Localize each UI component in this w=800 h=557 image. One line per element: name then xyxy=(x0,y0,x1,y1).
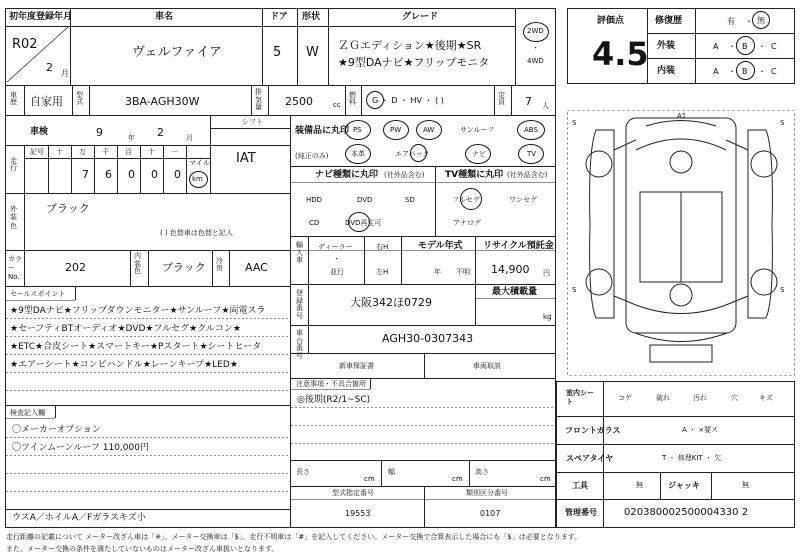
recycle-value: 14,900 xyxy=(491,263,530,276)
digit-header-100k: 十 xyxy=(56,148,63,156)
digit-header-1: 一 xyxy=(171,148,178,156)
inspector-line-1: 〇メーカーオプション xyxy=(12,425,101,435)
car-name-label: 車名 xyxy=(155,12,174,22)
equipment-note: (純正のみ) xyxy=(295,152,329,160)
registration-month: 2 xyxy=(46,61,53,74)
inspection-label: 車検 xyxy=(30,127,49,137)
equip-navi: ナビ xyxy=(472,150,486,158)
repaint-note: ( ) 色替車は色替と記入 xyxy=(160,229,233,237)
digit-header-100: 百 xyxy=(125,148,132,156)
import-label: 輸入車 xyxy=(296,241,303,265)
mile-label: マイル xyxy=(189,159,210,167)
displacement-label: 排気量 xyxy=(255,88,262,112)
shift-label: シフト xyxy=(242,118,263,126)
capacity-value: 7 xyxy=(525,95,532,108)
model-year-label: モデル年式 xyxy=(418,241,463,251)
max-load-label: 最大積載量 xyxy=(492,287,538,297)
tv-fullseg: フルセグ xyxy=(452,196,480,204)
inspection-year-unit: 年 xyxy=(128,134,135,142)
import-parallel: 並行 xyxy=(330,268,344,276)
inspector-footer: ウスA／ホイルA／Fガラスキズ小 xyxy=(12,513,146,523)
seat-hole: 穴 xyxy=(731,394,738,402)
chassis-number: AGH30-0307343 xyxy=(382,332,474,345)
exterior-grade-b: B xyxy=(742,42,748,51)
jack-value: 無 xyxy=(742,481,749,489)
model-code: 3BA-AGH30W xyxy=(125,95,200,108)
grade-line-2: ★9型DAナビ★フリップモニタ xyxy=(338,56,490,69)
windshield-label: フロントガラス xyxy=(565,426,621,435)
seat-scratch: キズ xyxy=(759,394,773,402)
equipment-label: 装備品に丸印 xyxy=(295,126,350,136)
width-unit: cm xyxy=(452,475,463,483)
equip-aw: AW xyxy=(423,126,435,134)
diagram-s-mark-3: S xyxy=(572,286,577,294)
color-code: 202 xyxy=(65,261,86,274)
recycle-unit: 円 xyxy=(543,269,550,277)
repair-yes: 有 xyxy=(727,17,735,26)
drive-4wd: 4WD xyxy=(527,57,544,65)
inspection-year: 9 xyxy=(96,126,103,139)
digit-header-10: 十 xyxy=(148,148,155,156)
windshield-value: A ・ ×要ス xyxy=(682,426,719,434)
recycle-label: リサイクル預託金 xyxy=(483,241,554,251)
navi-dvd: DVD xyxy=(357,196,373,204)
registration-month-unit: 月 xyxy=(61,69,69,78)
fuel-label: 燃料 xyxy=(349,91,356,106)
seat-tear: 破れ xyxy=(656,394,670,402)
tv-analog: アナログ xyxy=(453,219,481,227)
navi-hdd: HDD xyxy=(306,196,323,204)
tv-type-label: TV種類に丸印 xyxy=(445,170,504,180)
inspection-month-unit: 月 xyxy=(186,134,193,142)
usage-label: 車歴 xyxy=(10,91,17,106)
sales-point-line-2: ★セーフティBTオーディオ★DVD★フルセグ★クルコン★ xyxy=(10,324,241,334)
capacity-label: 定員 xyxy=(498,91,505,106)
mileage-digit-1: 7 xyxy=(82,168,89,181)
equip-ps: PS xyxy=(353,126,362,134)
spare-tire-value: T ・ 修理KIT ・ 欠 xyxy=(662,454,722,462)
class-number: 0107 xyxy=(480,509,501,518)
diagram-s-mark-4: S xyxy=(780,286,785,294)
tools-value: 無 xyxy=(636,481,643,489)
tv-type-note: (社外品含む) xyxy=(507,171,548,179)
notes-label: 注意事項・不具合箇所 xyxy=(296,380,366,388)
height-label: 高さ xyxy=(475,468,489,476)
mileage-digit-3: 0 xyxy=(128,168,135,181)
import-rhd: 右H xyxy=(376,243,389,251)
exterior-grade-c: C xyxy=(771,42,777,51)
seat-burn: コゲ xyxy=(618,394,632,402)
repair-none: 無 xyxy=(757,16,765,25)
interior-grade-b: B xyxy=(742,67,748,76)
navi-dvd-playback: DVD再生可 xyxy=(345,219,382,227)
interior-color-label: 内装色 xyxy=(134,252,141,276)
sales-point-line-3: ★ETC★合皮シート★スマートキー★Pスタート★シートヒータ xyxy=(10,342,262,352)
model-year-unit: 年 xyxy=(434,268,441,276)
exterior-color-label: 外装色 xyxy=(10,205,17,230)
interior-seat-label: 室内シート xyxy=(566,389,594,407)
sales-point-line-4: ★エアーシート★コンビハンドル★レーンキープ★LED★ xyxy=(10,360,238,370)
km-label: km xyxy=(192,175,203,183)
sales-points-label: セールスポイント xyxy=(10,290,66,298)
door-label: ドア xyxy=(270,12,288,22)
digit-header-sign: 記号 xyxy=(30,148,44,156)
management-number-label: 管理番号 xyxy=(565,508,597,517)
mileage-label: 走行 xyxy=(10,157,17,172)
inspector-label: 検査記入欄 xyxy=(10,409,45,417)
interior-grade-c: C xyxy=(771,67,777,76)
width-label: 幅 xyxy=(388,468,395,476)
interior-grade-label: 内装 xyxy=(657,66,676,76)
body-shape: W xyxy=(306,45,319,60)
equip-sunroof: サンルーフ xyxy=(460,126,495,134)
footer-note-1: 走行距離の記載について メーター改ざん車は「※」、メーター交換車は「$」、走行不明車は「#」を記入してください。メーター交換で合算表示した場合にも「$」は必要となります。 xyxy=(6,533,582,541)
type-designation-label: 型式指定番号 xyxy=(332,489,374,497)
color-code-label: カラーNo. xyxy=(8,255,22,282)
length-label: 長さ xyxy=(296,468,310,476)
import-dot: ・ xyxy=(333,255,340,263)
spare-tire-label: スペアタイヤ xyxy=(566,454,614,463)
exterior-grade-label: 外装 xyxy=(657,41,676,51)
shift-value: IAT xyxy=(236,151,256,166)
diagram-s-mark-1: S xyxy=(572,119,577,127)
score-value: 4.5 xyxy=(592,35,649,73)
registration-era: R02 xyxy=(12,37,38,52)
tv-oneseg: ワンセグ xyxy=(509,196,537,204)
diagram-a1-mark: A1 xyxy=(677,112,687,120)
equip-leather: 本革 xyxy=(351,150,365,158)
exterior-grade-dot2: ・ xyxy=(758,42,766,51)
displacement-unit: cc xyxy=(333,101,341,109)
exterior-grade-a: A xyxy=(713,42,719,51)
registration-label: 登録番号 xyxy=(296,289,303,321)
navi-type-note: (社外品含む) xyxy=(384,171,425,179)
capacity-unit: 人 xyxy=(542,102,549,110)
height-unit: cm xyxy=(540,475,551,483)
management-number: 020380002500004330 2 xyxy=(624,507,749,518)
equip-abs: ABS xyxy=(524,126,538,134)
interior-color: ブラック xyxy=(162,261,206,274)
equip-tv: TV xyxy=(527,150,537,158)
model-year-value: 不明 xyxy=(456,268,470,276)
mileage-digit-5: 0 xyxy=(174,168,181,181)
import-dealer: ディーラー xyxy=(318,243,353,251)
digit-header-10k: 万 xyxy=(79,148,86,156)
usage-value: 自家用 xyxy=(30,95,63,108)
ac-value: AAC xyxy=(245,261,268,274)
model-label: 型式 xyxy=(76,91,83,106)
inspection-month: 2 xyxy=(157,126,164,139)
footer-note-2: また、メーター交換の条件を満たしていないものはメーター改ざん車扱いとなります。 xyxy=(6,545,279,553)
warranty-book: 新車保証書 xyxy=(339,362,374,370)
interior-grade-a: A xyxy=(713,67,719,76)
seat-stain: 汚れ xyxy=(693,394,707,402)
type-designation-number: 19553 xyxy=(345,509,371,518)
digit-header-1k: 千 xyxy=(102,148,109,156)
jack-label: ジャッキ xyxy=(668,481,700,490)
mileage-digit-4: 0 xyxy=(151,168,158,181)
car-name: ヴェルファイア xyxy=(132,45,222,60)
import-lhd: 左H xyxy=(376,268,389,276)
inspector-line-2: 〇ツインムーンルーフ 110,000円 xyxy=(12,443,149,453)
door-count: 5 xyxy=(273,45,282,60)
score-label: 評価点 xyxy=(597,16,625,26)
max-load-unit: kg xyxy=(543,313,552,321)
fuel-options: G ・ D ・ HV ・ ( ) xyxy=(372,96,444,105)
notes-text: ◎後期(R2/1~SC) xyxy=(297,395,371,405)
shape-label: 形状 xyxy=(302,12,321,22)
owner-manual: 車両取説 xyxy=(473,362,501,370)
navi-sd: SD xyxy=(405,196,415,204)
tools-label: 工具 xyxy=(572,481,588,490)
drive-separator: ・ xyxy=(532,44,539,52)
navi-type-label: ナビ種類に丸印 xyxy=(315,170,379,180)
length-unit: cm xyxy=(364,475,375,483)
chassis-label: 車台番号 xyxy=(296,329,303,361)
class-number-label: 類別区分番号 xyxy=(466,489,508,497)
mileage-digit-2: 6 xyxy=(105,168,112,181)
navi-cd: CD xyxy=(309,219,320,227)
repair-dot: ・ xyxy=(745,17,753,26)
diagram-s-mark-2: S xyxy=(780,119,785,127)
interior-grade-dot1: ・ xyxy=(728,67,736,76)
equip-airbag: エアバック xyxy=(395,150,430,158)
drive-2wd: 2WD xyxy=(527,27,544,35)
grade-line-1: ＺＧエディション★後期★SR xyxy=(338,39,482,52)
exterior-grade-dot1: ・ xyxy=(728,42,736,51)
displacement-value: 2500 xyxy=(285,95,313,108)
first-registration-label: 初年度登録年月 xyxy=(9,12,73,22)
repair-history-label: 修復歴 xyxy=(655,16,683,26)
sales-point-line-1: ★9型DAナビ★フリップダウンモニター★サンルーフ★両電スラ xyxy=(10,306,266,316)
equip-pw: PW xyxy=(390,126,402,134)
ac-label: 冷房 xyxy=(216,257,223,272)
registration-number: 大阪342ほ0729 xyxy=(350,296,432,309)
interior-grade-dot2: ・ xyxy=(758,67,766,76)
grade-label: グレード xyxy=(402,12,439,22)
exterior-color: ブラック xyxy=(46,202,90,215)
